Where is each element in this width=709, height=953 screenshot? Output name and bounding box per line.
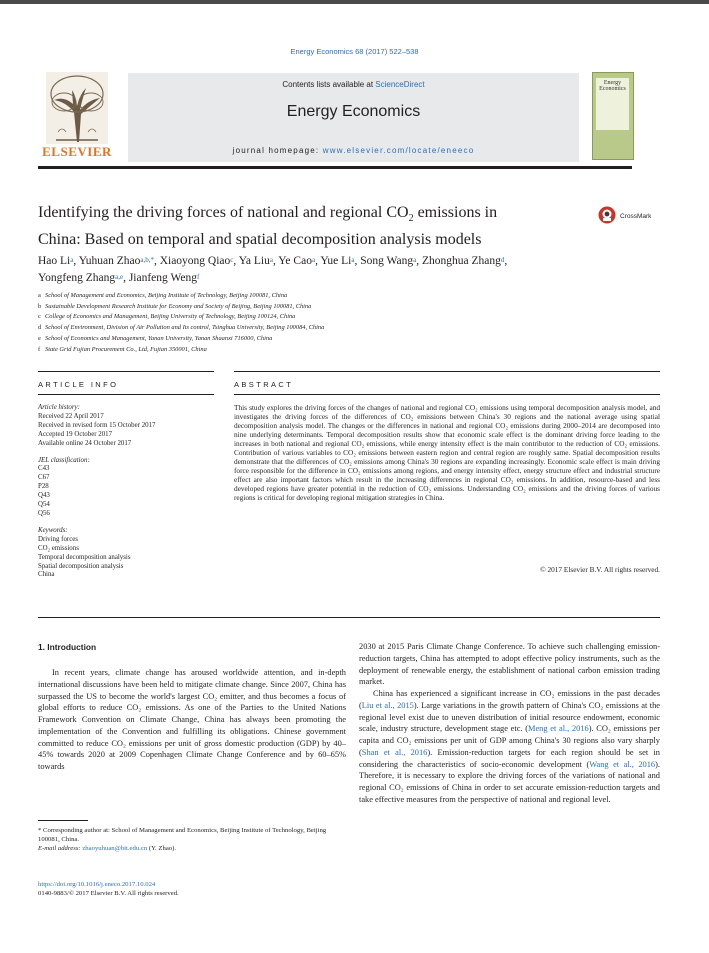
keywords-label: Keywords:	[38, 526, 68, 534]
journal-reference[interactable]: Energy Economics 68 (2017) 522–538	[290, 47, 419, 56]
abstract-rule-under	[234, 394, 660, 395]
title-line-2: China: Based on temporal and spatial decomposition analysis models	[38, 231, 482, 249]
author[interactable]: Song Wang$^a$	[360, 255, 417, 267]
elsevier-tree-logo-icon	[46, 72, 108, 144]
masthead-rule	[38, 166, 632, 169]
sciencedirect-link[interactable]: ScienceDirect	[375, 80, 425, 89]
abstract-heading: ABSTRACT	[234, 380, 294, 389]
history-item: Received in revised form 15 October 2017	[38, 421, 156, 429]
author[interactable]: Xiaoyong Qiao$^c$	[159, 255, 234, 267]
author[interactable]: Ye Cao$^a$	[278, 255, 316, 267]
intro-paragraph: China has experienced a significant increase in CO₂ emissions in the past decades (Liu et al., 2015). Large variations in the growth pattern of China's CO₂ emissions at the regional level exist due to uneven distribution of initial resource endowment, economic scale, industry structure, development stage etc. (Meng et al., 2016). CO₂ emissions per capita and CO₂ emissions per unit of GDP among China's 30 regions also vary sharply (Shan et al., 2016). Emission-reduction targets for each region should be set in considering the characteristics of socio-economic development (Wang et al., 2016). Therefore, it is necessary to explore the driving forces of the variations of national and regional CO₂ emissions of China in order to set accurate emission-reduction targets and take effective measures from the perspective of national and regional level.	[359, 689, 660, 804]
article-info-rule-under	[38, 394, 214, 395]
keyword: China	[38, 571, 55, 579]
affiliation: b Sustainable Development Research Institute for Economy and Society of Beijing, Beijing 100081, China	[38, 302, 312, 310]
citation-link[interactable]: Liu et al., 2015	[361, 700, 414, 710]
contents-prefix: Contents lists available at	[282, 80, 376, 89]
history-item: Available online 24 October 2017	[38, 439, 132, 447]
author[interactable]: Ya Liu$^a$	[238, 255, 273, 267]
abstract-copyright: © 2017 Elsevier B.V. All rights reserved.	[540, 565, 660, 574]
article-info	[38, 404, 214, 580]
affiliation-list	[38, 291, 598, 355]
citation-link[interactable]: Wang et al., 2016	[589, 759, 656, 769]
intro-left-column	[38, 667, 346, 773]
top-bar	[0, 0, 709, 4]
publisher-logo-text: ELSEVIER	[42, 144, 112, 159]
keyword: Spatial decomposition analysis	[38, 562, 124, 570]
title-subscript: 2	[408, 213, 414, 225]
jel-code: Q56	[38, 509, 50, 517]
intro-right-column	[359, 641, 660, 806]
footnote-rule	[38, 820, 88, 821]
affiliation: a School of Management and Economics, Beijing Institute of Technology, Beijing 100081, China	[38, 292, 288, 299]
author[interactable]: Yuhuan Zhao$^{a,b,*}$	[78, 255, 154, 267]
journal-cover-title: Energy Economics	[599, 80, 626, 92]
title-part-1: Identifying the driving forces of national and regional CO	[38, 204, 409, 221]
jel-code: C43	[38, 465, 50, 473]
intro-paragraph: In recent years, climate change has aroused worldwide attention, and in-depth international discussions have been held to mitigate climate change. Since 2007, China has surpassed the US to become the world's largest CO₂ emitter, and thus becomes a focus of global efforts to reduce CO₂ emissions. As one of the Parties to the United Nations Framework Convention on Climate Change, China has always been promoting the implementation of the Convention and fulfilling its obligations. Chinese government committed to reduce CO₂ emissions per unit of gross domestic production (GDP) by 40–45% towards 2020 at 2009 Copenhagen Climate Change Conference and by 60–65% towards	[38, 668, 346, 771]
author[interactable]: Jianfeng Weng$^f$	[128, 272, 200, 284]
email-line: E-mail address: zhaoyuhuan@bit.edu.cn (Y. Zhao).	[38, 845, 177, 852]
history-item: Received 22 April 2017	[38, 412, 104, 420]
jel-code: P28	[38, 483, 49, 491]
affiliation: f State Grid Fujian Procurement Co., Ltd, Fujian 350001, China	[38, 345, 207, 353]
title-part-2: emissions in	[413, 204, 498, 221]
keyword: Temporal decomposition analysis	[38, 553, 131, 561]
affiliation: d School of Environment, Division of Air Pollution and Its control, Tsinghua University, Beijing 100084, China	[38, 324, 325, 332]
affiliation: e School of Economics and Management, Yanan University, Yanan Shaanxi 716000, China	[38, 334, 273, 342]
homepage-prefix: journal homepage:	[232, 146, 323, 155]
abstract-rule-bottom	[38, 617, 660, 618]
email-link[interactable]: zhaoyuhuan@bit.edu.cn	[82, 845, 148, 852]
abstract-rule-top	[234, 371, 660, 372]
crossmark-label[interactable]: CrossMark	[620, 213, 652, 220]
keyword: CO₂ emissions	[38, 544, 79, 552]
doi-link[interactable]: https://doi.org/10.1016/j.eneco.2017.10.024	[38, 881, 156, 888]
author[interactable]: Zhonghua Zhang$^d$	[421, 255, 505, 267]
issn-line: 0140-9883/© 2017 Elsevier B.V. All rights reserved.	[38, 890, 179, 897]
history-item: Accepted 19 October 2017	[38, 430, 113, 438]
intro-paragraph: 2030 at 2015 Paris Climate Change Conference. To achieve such challenging emission-reduction targets, China has attempted to adopt effective policy instruments, such as the deployment of renewable energy, the establishment of national carbon emission trading market.	[359, 642, 660, 687]
homepage-line	[128, 146, 579, 155]
author[interactable]: Hao Li$^a$	[38, 255, 74, 267]
contents-line	[128, 80, 579, 89]
affiliation: c College of Economics and Management, Beijing University of Technology, Beijing 100124, China	[38, 313, 296, 321]
crossmark-icon[interactable]	[598, 206, 616, 224]
corresponding-author: * Corresponding author at: School of Management and Economics, Beijing Institute of Technology, Beijing 100081, China.	[38, 827, 327, 843]
author-list: Hao Li$^a$, Yuhuan Zhao$^{a,b,*}$, Xiaoyong Qiao$^c$, Ya Liu$^a$, Ye Cao$^a$, Yue Li$^a$, Song Wang$^a$, Zhonghua Zhang$^d$, Yongfeng Zhang$^{a,e}$, Jianfeng Weng$^f$	[38, 255, 508, 284]
jel-code: C67	[38, 474, 50, 482]
footnote	[38, 826, 346, 853]
citation-link[interactable]: Meng et al., 2016	[528, 724, 589, 734]
jel-code: Q54	[38, 501, 50, 509]
article-info-rule-top	[38, 371, 214, 372]
author[interactable]: Yue Li$^a$	[320, 255, 355, 267]
history-label: Article history:	[38, 404, 80, 411]
introduction-heading: 1. Introduction	[38, 642, 97, 652]
abstract-text: This study explores the driving forces of the changes of national and regional CO₂ emissions using temporal decomposition analysis model, and investigates the driving forces of the differences of CO₂ emissions between China's 30 regions and the national average using spatial decomposition analysis model. The changes or the differences in national and regional CO₂ emissions during 2000–2014 are decomposed into nine underlying determinants. Temporal decomposition results show that economic scale effect is the dominant driving force leading to the increases in both national and regional CO₂ emissions, while energy intensity effect is the main contributor to the reduction of CO₂ emissions. Contribution of various variables to CO₂ emissions between eastern region and central region are roughly same. Spatial decomposition results demonstrate that the differences of CO₂ emissions among China's 30 regions are expanding increasingly. Economic scale effect is main driving force responsible for the difference in CO₂ emissions among regions, and energy intensity effect, energy structure effect and industrial structure effect are also important factors which result in the increasing differences in regional CO₂ emissions. In addition, resource-based and less developed regions have greater potential in the reduction of CO₂ emissions. Understanding CO₂ emissions and the driving forces of various regions is critical for developing regional mitigation strategies in China.	[234, 403, 660, 502]
jel-code: Q43	[38, 492, 50, 500]
journal-title: Energy Economics	[286, 103, 421, 120]
keyword: Driving forces	[38, 535, 78, 543]
homepage-link[interactable]: www.elsevier.com/locate/eneeco	[322, 146, 475, 155]
citation-link[interactable]: Shan et al., 2016	[361, 747, 428, 757]
article-info-heading: ARTICLE INFO	[38, 380, 119, 389]
jel-label: JEL classification:	[38, 456, 90, 464]
article-title	[38, 202, 578, 250]
author[interactable]: Yongfeng Zhang$^{a,e}$	[38, 272, 124, 284]
